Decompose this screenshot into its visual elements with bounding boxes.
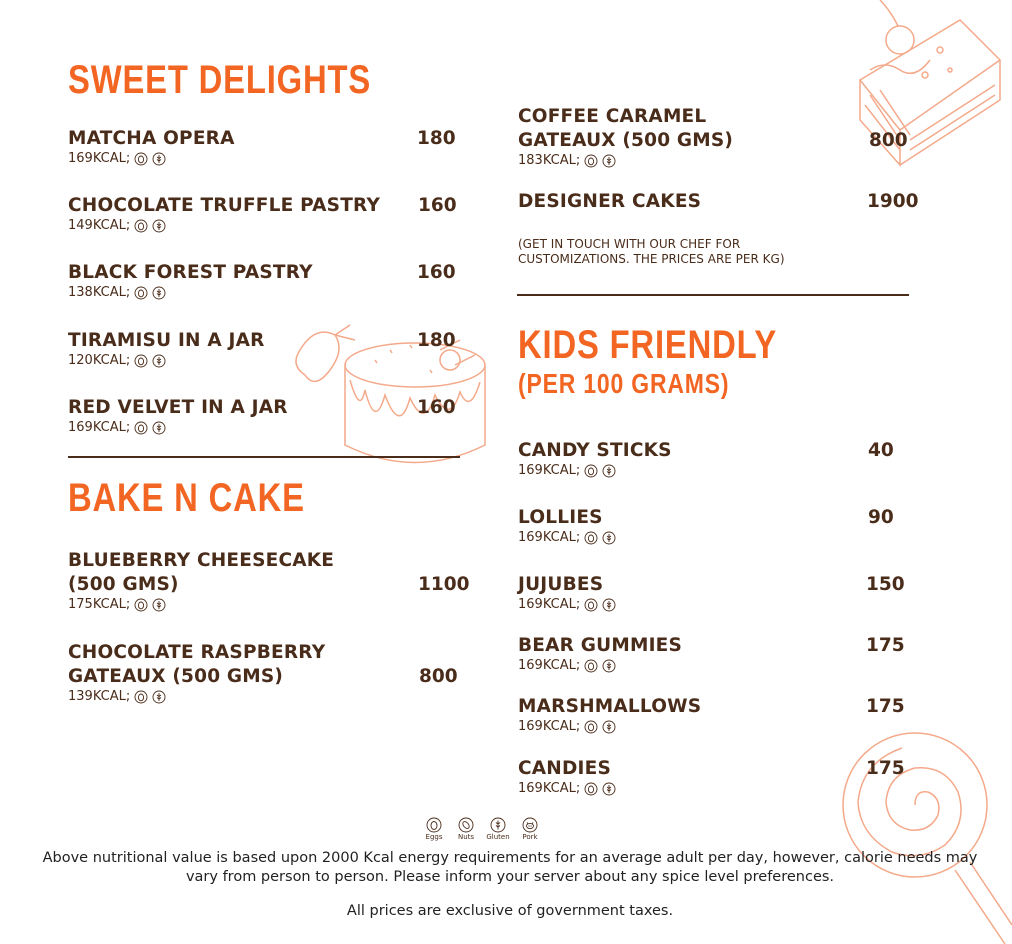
item-name: CANDIES: [518, 758, 611, 779]
item-price: 160: [417, 262, 456, 283]
item-kcal: 169KCAL;: [518, 719, 581, 734]
item-price: 160: [418, 195, 457, 216]
gluten-icon: [602, 531, 616, 545]
menu-item: [68, 329, 265, 369]
item-name: RED VELVET IN A JAR: [68, 397, 288, 418]
menu-item: [68, 549, 334, 613]
item-price: 180: [417, 128, 456, 149]
egg-icon: [134, 421, 148, 435]
gluten-icon: [152, 690, 166, 704]
item-kcal: 169KCAL;: [68, 420, 131, 435]
item-name: CHOCOLATE RASPBERRY GATEAUX (500 GMS): [68, 642, 326, 687]
item-kcal: 169KCAL;: [68, 151, 131, 166]
item-name: DESIGNER CAKES: [518, 191, 702, 212]
gluten-icon: [602, 782, 616, 796]
item-price: 1100: [418, 574, 470, 595]
legend-label: Pork: [522, 833, 538, 841]
egg-icon: [584, 720, 598, 734]
menu-item: [68, 641, 325, 705]
item-price: 175: [866, 758, 905, 779]
egg-icon: [584, 464, 598, 478]
legend-label: Gluten: [486, 833, 510, 841]
menu-item: [68, 396, 288, 436]
item-name: COFFEE CARAMEL GATEAUX (500 GMS): [518, 106, 734, 151]
legend-label: Nuts: [457, 833, 475, 841]
item-price: 800: [869, 130, 908, 151]
item-meta: [68, 151, 235, 167]
item-name: BLACK FOREST PASTRY: [68, 262, 313, 283]
item-price: 175: [866, 696, 905, 717]
cake-illustration: [290, 320, 490, 485]
gluten-icon: [490, 817, 506, 833]
pork-icon: [522, 817, 538, 833]
tax-note: All prices are exclusive of government taxes.: [346, 903, 674, 919]
gluten-icon: [152, 354, 166, 368]
egg-icon: [584, 531, 598, 545]
menu-item: [518, 506, 616, 546]
gluten-icon: [602, 598, 616, 612]
item-name: BLUEBERRY CHEESECAKE (500 GMS): [68, 550, 335, 595]
egg-icon: [134, 152, 148, 166]
item-price: 180: [417, 330, 456, 351]
item-meta: [68, 420, 288, 436]
egg-icon: [584, 659, 598, 673]
item-price: 40: [868, 440, 894, 461]
item-meta: [68, 353, 265, 369]
gluten-icon: [602, 659, 616, 673]
item-meta: [68, 285, 313, 301]
legend-item: [486, 817, 510, 842]
section-divider: [68, 456, 460, 458]
egg-icon: [134, 286, 148, 300]
item-meta: [68, 597, 334, 613]
item-kcal: 175KCAL;: [68, 597, 131, 612]
menu-item: [518, 105, 733, 169]
egg-icon: [584, 782, 598, 796]
egg-icon: [134, 219, 148, 233]
legend-label: Eggs: [425, 833, 443, 841]
gluten-icon: [152, 598, 166, 612]
item-kcal: 120KCAL;: [68, 353, 131, 368]
menu-item: [518, 634, 682, 674]
menu-item: [68, 261, 313, 301]
item-kcal: 169KCAL;: [518, 658, 581, 673]
nutrition-disclaimer: Above nutritional value is based upon 2000 Kcal energy requirements for an average adult per day, however, calorie needs may vary from person to person. Please inform your server about any spice level preferences.: [42, 850, 978, 885]
legend-item: [454, 817, 478, 842]
menu-item: [518, 190, 701, 214]
menu-item: [518, 439, 672, 479]
item-price: 160: [417, 397, 456, 418]
menu-item: [518, 757, 616, 797]
item-price: 800: [419, 666, 458, 687]
item-meta: [68, 689, 325, 705]
egg-icon: [584, 154, 598, 168]
allergen-legend: [422, 817, 542, 842]
egg-icon: [426, 817, 442, 833]
cake-slice-illustration: [840, 0, 1012, 170]
item-meta: [518, 719, 701, 735]
item-meta: [518, 597, 616, 613]
item-price: 175: [866, 635, 905, 656]
item-name: CANDY STICKS: [518, 440, 672, 461]
menu-item: [68, 194, 380, 234]
gluten-icon: [152, 219, 166, 233]
item-name: CHOCOLATE TRUFFLE PASTRY: [68, 195, 381, 216]
section-title-kids-friendly: KIDS FRIENDLY: [518, 323, 778, 367]
legend-item: [518, 817, 542, 842]
egg-icon: [584, 598, 598, 612]
item-kcal: 169KCAL;: [518, 463, 581, 478]
item-kcal: 169KCAL;: [518, 781, 581, 796]
item-name: BEAR GUMMIES: [518, 635, 683, 656]
customization-note: (GET IN TOUCH WITH OUR CHEF FOR CUSTOMIZATIONS. THE PRICES ARE PER KG): [518, 237, 785, 266]
gluten-icon: [152, 152, 166, 166]
egg-icon: [134, 354, 148, 368]
item-price: 150: [866, 574, 905, 595]
gluten-icon: [602, 154, 616, 168]
item-kcal: 149KCAL;: [68, 218, 131, 233]
item-name: TIRAMISU IN A JAR: [68, 330, 265, 351]
section-subtitle: (PER 100 GRAMS): [518, 368, 730, 399]
gluten-icon: [602, 464, 616, 478]
menu-item: [68, 127, 235, 167]
item-name: MATCHA OPERA: [68, 128, 235, 149]
item-kcal: 183KCAL;: [518, 153, 581, 168]
item-meta: [518, 153, 733, 169]
section-title-bake-n-cake: BAKE N CAKE: [68, 476, 305, 520]
egg-icon: [134, 598, 148, 612]
section-title-sweet-delights: SWEET DELIGHTS: [68, 58, 372, 102]
item-meta: [518, 658, 682, 674]
section-divider: [517, 294, 909, 296]
item-name: MARSHMALLOWS: [518, 696, 702, 717]
gluten-icon: [152, 286, 166, 300]
menu-item: [518, 573, 616, 613]
item-meta: [518, 530, 616, 546]
menu-item: [518, 695, 701, 735]
item-meta: [518, 781, 616, 797]
item-price: 90: [868, 507, 894, 528]
item-kcal: 138KCAL;: [68, 285, 131, 300]
nuts-icon: [458, 817, 474, 833]
item-kcal: 169KCAL;: [518, 597, 581, 612]
item-kcal: 139KCAL;: [68, 689, 131, 704]
item-kcal: 169KCAL;: [518, 530, 581, 545]
item-meta: [518, 463, 672, 479]
gluten-icon: [602, 720, 616, 734]
item-name: JUJUBES: [518, 574, 604, 595]
egg-icon: [134, 690, 148, 704]
legend-item: [422, 817, 446, 842]
item-price: 1900: [867, 191, 919, 212]
item-name: LOLLIES: [518, 507, 603, 528]
item-meta: [68, 218, 380, 234]
gluten-icon: [152, 421, 166, 435]
